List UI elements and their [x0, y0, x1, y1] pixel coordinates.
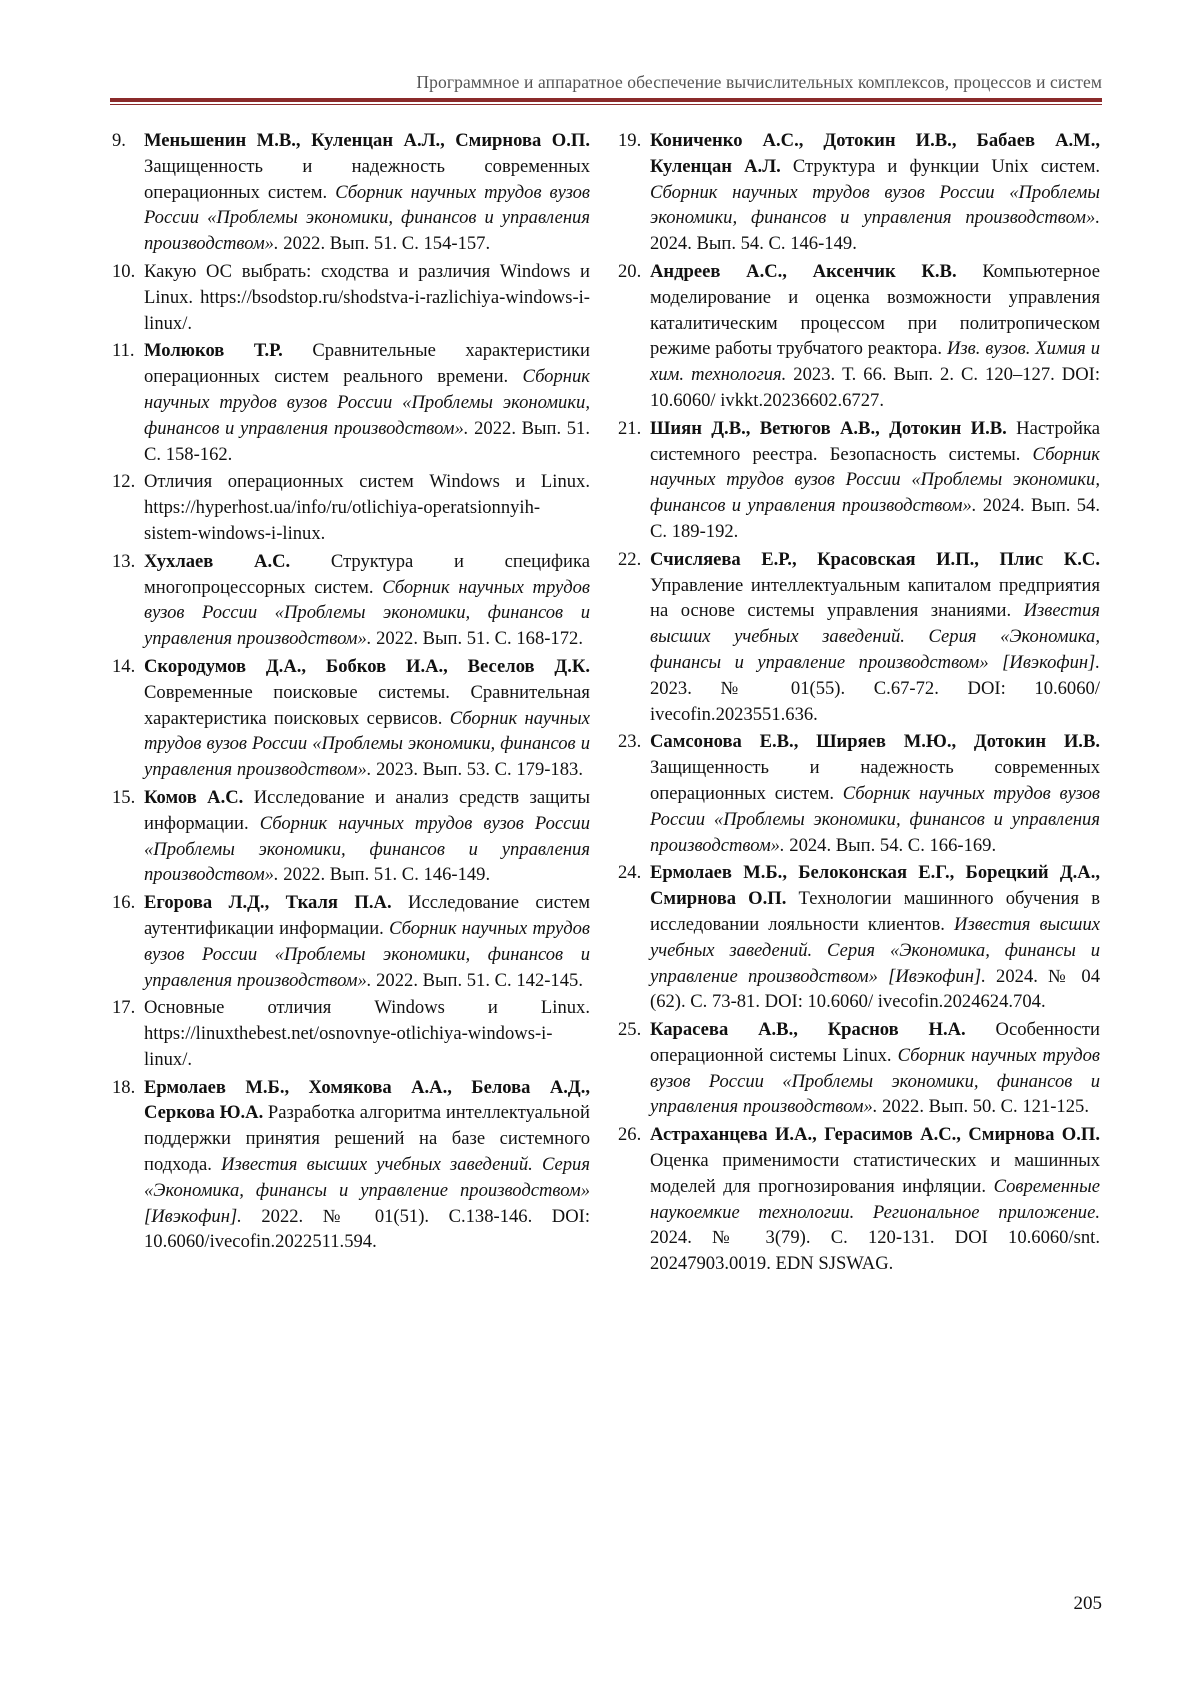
reference-number: 26. [618, 1124, 642, 1146]
reference-details: 2022. Вып. 50. С. 121-125. [877, 1096, 1089, 1118]
reference-details: 2022. Вып. 51. С. 158-162. [144, 417, 590, 465]
reference-number: 21. [618, 417, 642, 439]
reference-details: 2023. Т. 66. Вып. 2. С. 120–127. DOI: 10.6060/ ivkkt.20236602.6727. [650, 364, 1100, 411]
reference-details: 2022. № 01(51). С.138-146. DOI: 10.6060/ivecofin.2022511.594. [144, 1205, 590, 1253]
reference-number: 17. [112, 997, 136, 1019]
reference-source: Известия высших учебных заведений. Серия «Экономика, финансы и управление производством» [Ивэкофин]. [650, 913, 1100, 987]
reference-item [618, 1017, 1100, 1120]
reference-title: Оценка применимости статистических и машинных моделей для прогнозирования инфляции. [650, 1150, 1100, 1197]
reference-title: Технологии машинного обучения в исследовании лояльности клиентов. [650, 888, 1101, 935]
reference-item [112, 259, 590, 336]
reference-number: 25. [618, 1019, 642, 1041]
header-rule-thick [110, 98, 1102, 102]
reference-number: 13. [112, 550, 136, 572]
reference-number: 19. [618, 130, 642, 151]
reference-details: 2022. Вып. 51. С. 154-157. [278, 233, 491, 255]
reference-details: 2024. № 3(79). С. 120-131. DOI 10.6060/snt. 20247903.0019. EDN SJSWAG. [650, 1227, 1100, 1275]
reference-source: Известия высших учебных заведений. Серия «Экономика, финансы и управление производством» [Ивэкофин]. [650, 600, 1100, 673]
reference-authors: Ермолаев М.Б., Хомякова А.А., Белова А.Д., Серкова Ю.А. [144, 1076, 590, 1124]
reference-number: 11. [112, 340, 135, 362]
reference-source: Сборник научных трудов вузов России «Проблемы экономики, финансов и управления производством». [650, 443, 1100, 517]
reference-title: Структура и функции Unix систем. [780, 155, 1100, 177]
reference-details: 2024. Вып. 54. С. 166-169. [784, 834, 997, 856]
reference-item [112, 1075, 590, 1256]
reference-source: Сборник научных трудов вузов России «Проблемы экономики, финансов и управления производством». [144, 181, 590, 255]
reference-item [112, 338, 590, 467]
reference-details: 2024. Вып. 54. С. 146-149. [650, 233, 857, 255]
reference-title: Сравнительные характеристики операционных систем реального времени. [144, 340, 591, 388]
reference-item [618, 1122, 1100, 1277]
reference-source: Сборник научных трудов вузов России «Проблемы экономики, финансов и управления производством». [650, 181, 1100, 229]
reference-source: Сборник научных трудов вузов России «Проблемы экономики, финансов и управления производством». [144, 812, 590, 886]
reference-title: Современные поисковые системы. Сравнительная характеристика поисковых сервисов. [144, 681, 590, 729]
reference-title: Структура и специфика многопроцессорных систем. [144, 550, 590, 598]
reference-title: Особенности операционной системы Linux. [650, 1019, 1100, 1066]
reference-authors: Карасева А.В., Краснов Н.А. [650, 1019, 966, 1041]
reference-number: 10. [112, 260, 136, 282]
reference-number: 16. [112, 892, 136, 914]
reference-details: 2022. Вып. 51. С. 146-149. [278, 864, 491, 886]
reference-item [112, 785, 590, 888]
reference-authors: Скородумов Д.А., Бобков И.А., Веселов Д.К. [144, 655, 590, 677]
reference-authors: Егорова Л.Д., Ткаля П.А. [144, 892, 392, 914]
reference-source: Сборник научных трудов вузов России «Проблемы экономики, финансов и управления производством». [144, 917, 590, 991]
reference-item [618, 259, 1100, 414]
reference-number: 23. [618, 731, 642, 753]
reference-title: Настройка системного реестра. Безопасность системы. [650, 417, 1101, 465]
reference-source: Сборник научных трудов вузов России «Проблемы экономики, финансов и управления производством». [144, 707, 590, 781]
reference-authors: Шиян Д.В., Ветюгов А.В., Дотокин И.В. [650, 417, 1007, 439]
reference-title: Основные отличия Windows и Linux. https://linuxthebest.net/osnovnye-otlichiya-windows-i-linux/. [144, 997, 590, 1070]
reference-number: 14. [112, 655, 136, 677]
reference-title: Разработка алгоритма интеллектуальной поддержки принятия решений на базе системного подхода. [144, 1102, 590, 1176]
reference-item [112, 995, 590, 1072]
header-rule-thin [110, 104, 1102, 105]
reference-item [618, 128, 1100, 257]
reference-number: 9. [112, 130, 126, 151]
reference-source: Известия высших учебных заведений. Серия «Экономика, финансы и управление производством» [Ивэкофин]. [144, 1154, 590, 1227]
reference-authors: Счисляева Е.Р., Красовская И.П., Плис К.С. [650, 548, 1100, 570]
reference-authors: Молюков Т.Р. [144, 340, 283, 362]
reference-source: Сборник научных трудов вузов России «Проблемы экономики, финансов и управления производством». [144, 576, 590, 650]
reference-source: Сборник научных трудов вузов России «Проблемы экономики, финансов и управления производством». [650, 1044, 1101, 1118]
running-title: Программное и аппаратное обеспечение вычислительных комплексов, процессов и систем [416, 72, 1102, 92]
reference-details: 2024. Вып. 54. С. 189-192. [650, 495, 1100, 542]
reference-title: Компьютерное моделирование и оценка возможности управления каталитическим процессом при политропическом режиме работы трубчатого реактора. [650, 260, 1100, 360]
reference-number: 22. [618, 548, 642, 570]
reference-authors: Хухлаев А.С. [144, 550, 291, 572]
reference-authors: Астраханцева И.А., Герасимов А.С., Смирнова О.П. [650, 1124, 1100, 1146]
reference-title: Исследование систем аутентификации информации. [144, 892, 590, 939]
references-left-column [112, 128, 590, 1257]
reference-item [618, 860, 1100, 1015]
reference-authors: Кониченко А.С., Дотокин И.В., Бабаев А.М., Куленцан А.Л. [650, 130, 1100, 177]
reference-details: 2024. № 04 (62). С. 73-81. DOI: 10.6060/ ivecofin.2024624.704. [650, 965, 1100, 1013]
reference-number: 24. [618, 862, 642, 884]
reference-details: 2023. № 01(55). С.67-72. DOI: 10.6060/ ivecofin.2023551.636. [650, 677, 1100, 725]
reference-title: Отличия операционных систем Windows и Linux. https://hyperhost.ua/info/ru/otlichiya-operatsionnyih-sistem-windows-i-linux. [144, 471, 590, 544]
reference-item [618, 729, 1100, 858]
reference-title: Защищенность и надежность современных операционных систем. [144, 155, 590, 203]
reference-source: Современные наукоемкие технологии. Региональное приложение. [650, 1175, 1100, 1223]
reference-item [618, 547, 1100, 728]
reference-authors: Меньшенин М.В., Куленцан А.Л., Смирнова О.П. [144, 130, 590, 151]
reference-authors: Андреев А.С., Аксенчик К.В. [650, 260, 957, 282]
reference-number: 12. [112, 471, 136, 493]
reference-item [112, 128, 590, 257]
reference-title: Защищенность и надежность современных операционных систем. [650, 757, 1100, 804]
reference-item [112, 890, 590, 993]
reference-authors: Комов А.С. [144, 786, 244, 808]
reference-authors: Самсонова Е.В., Ширяев М.Ю., Дотокин И.В. [650, 731, 1100, 753]
reference-item [618, 416, 1100, 545]
reference-item [112, 654, 590, 783]
reference-number: 18. [112, 1076, 136, 1098]
reference-source: Сборник научных трудов вузов России «Проблемы экономики, финансов и управления производством». [650, 782, 1100, 856]
reference-details: 2022. Вып. 51. С. 168-172. [371, 628, 583, 650]
reference-item [112, 549, 590, 652]
reference-number: 20. [618, 260, 642, 282]
reference-authors: Ермолаев М.Б., Белоконская Е.Г., Борецкий Д.А., Смирнова О.П. [650, 862, 1100, 910]
references-right-column [618, 128, 1100, 1279]
reference-title: Какую ОС выбрать: сходства и различия Windows и Linux. https://bsodstop.ru/shodstva-i-razlichiya-windows-i-linux/. [144, 260, 590, 334]
reference-title: Управление интеллектуальным капиталом предприятия на основе системы управления знаниями. [650, 574, 1100, 622]
page-number: 205 [1073, 1593, 1102, 1614]
reference-number: 15. [112, 786, 136, 808]
reference-details: 2023. Вып. 53. С. 179-183. [371, 759, 583, 781]
reference-details: 2022. Вып. 51. С. 142-145. [371, 969, 583, 991]
reference-item [112, 469, 590, 546]
reference-source: Сборник научных трудов вузов России «Проблемы экономики, финансов и управления производством». [144, 366, 590, 439]
reference-title: Исследование и анализ средств защиты информации. [144, 786, 590, 834]
reference-source: Изв. вузов. Химия и хим. технология. [650, 338, 1100, 386]
